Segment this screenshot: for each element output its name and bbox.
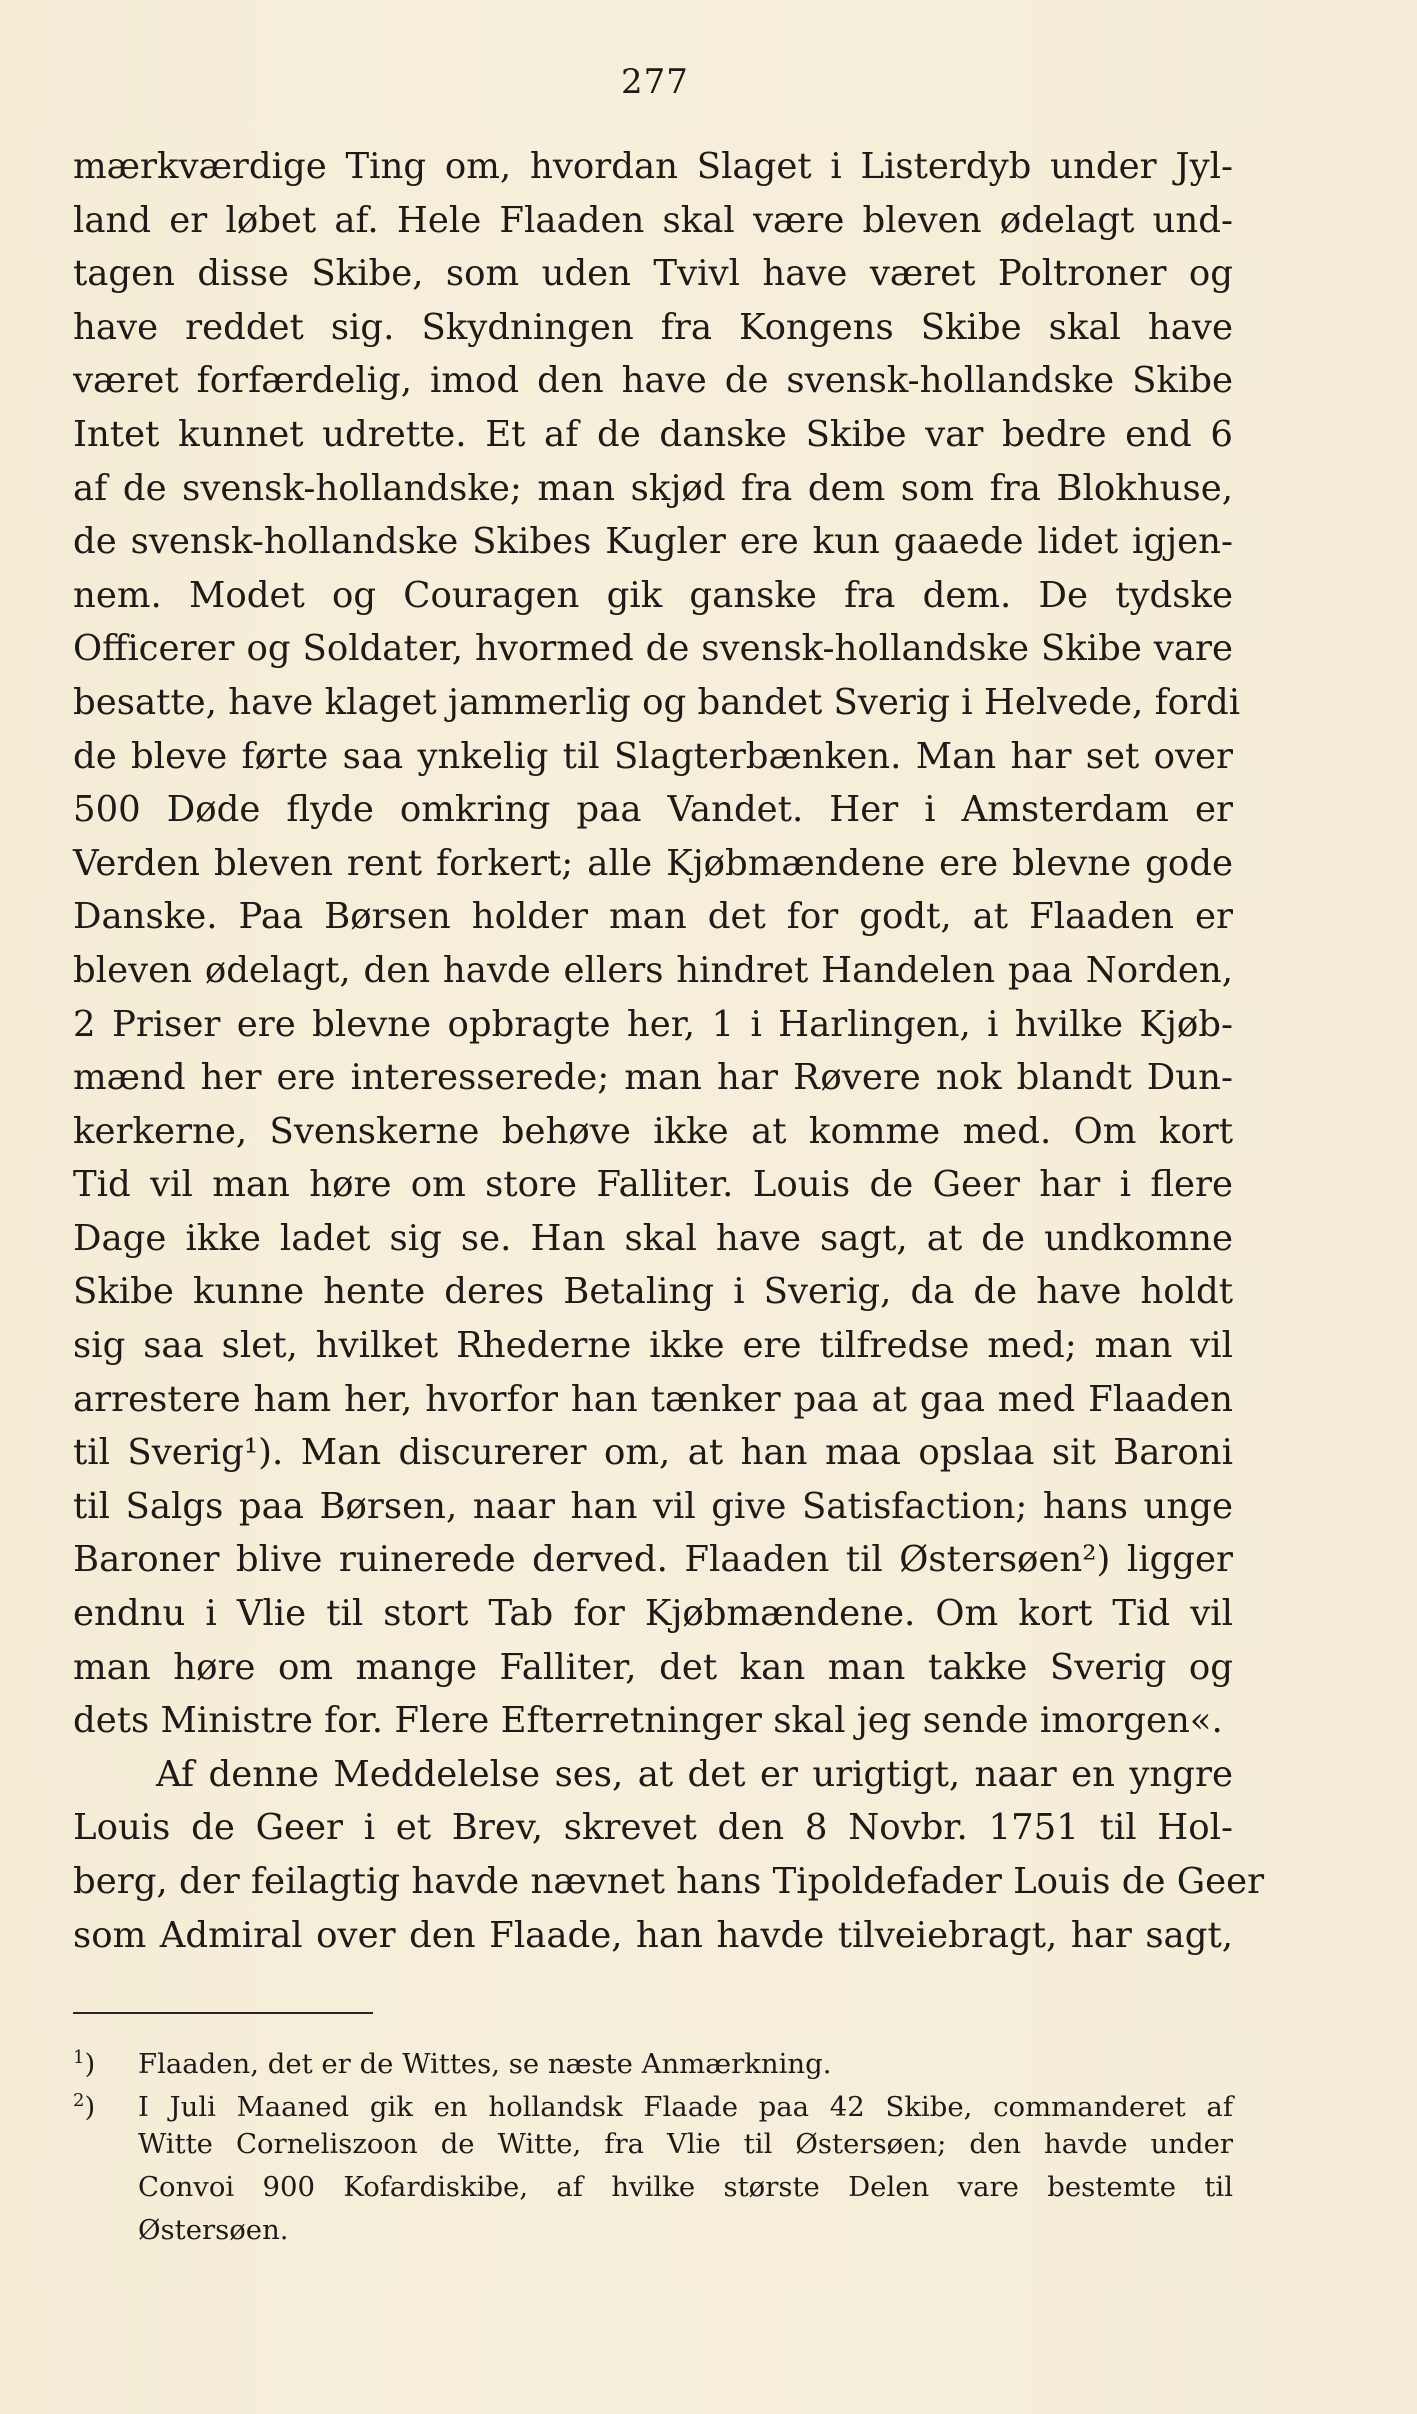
footnote-text: Witte Corneliszoon de Witte, fra Vlie til Østersøen; den havde under xyxy=(138,2127,1233,2160)
footnote-marker: $^2$) xyxy=(73,2090,96,2124)
footnote-line xyxy=(73,2036,1233,2079)
text-line: sig saa slet, hvilket Rhederne ikke ere tilfredse med; man vil xyxy=(73,1325,1233,1367)
text-line: arrestere ham her, hvorfor han tænker paa at gaa med Flaaden xyxy=(73,1378,1233,1420)
text-line: land er løbet af. Hele Flaaden skal være bleven ødelagt und- xyxy=(73,199,1233,241)
text-line: 500 Døde flyde omkring paa Vandet. Her i Amsterdam er xyxy=(73,789,1233,831)
text-line: Officerer og Soldater, hvormed de svensk-hollandske Skibe vare xyxy=(73,628,1233,670)
text-line: til Salgs paa Børsen, naar han vil give Satisfaction; hans unge xyxy=(73,1485,1233,1527)
footnote-line xyxy=(73,2209,1233,2252)
text-line: Louis de Geer i et Brev, skrevet den 8 Novbr. 1751 til Hol- xyxy=(73,1807,1233,1849)
footnote-text: Convoi 900 Kofardiskibe, af hvilke største Delen vare bestemte til xyxy=(138,2170,1233,2203)
text-line: 2 Priser ere blevne opbragte her, 1 i Harlingen, i hvilke Kjøb- xyxy=(73,1003,1233,1045)
text-line: besatte, have klaget jammerlig og bandet Sverig i Helvede, fordi xyxy=(73,681,1241,723)
text-line: de bleve førte saa ynkelig til Slagterbænken. Man har set over xyxy=(73,735,1233,777)
text-line: Danske. Paa Børsen holder man det for godt, at Flaaden er xyxy=(73,896,1233,938)
footnotes xyxy=(73,2036,1233,2252)
text-line: Af denne Meddelelse ses, at det er urigtigt, naar en yngre xyxy=(156,1753,1233,1795)
footnote-text: I Juli Maaned gik en hollandsk Flaade paa 42 Skibe, commanderet af xyxy=(138,2091,1233,2124)
text-line: af de svensk-hollandske; man skjød fra dem som fra Blokhuse, xyxy=(73,467,1233,509)
text-line: man høre om mange Falliter, det kan man takke Sverig og xyxy=(73,1646,1233,1688)
text-line: mænd her ere interesserede; man har Røvere nok blandt Dun- xyxy=(73,1057,1233,1099)
page-number: 277 xyxy=(621,62,689,102)
text-line: været forfærdelig, imod den have de svensk-hollandske Skibe xyxy=(73,360,1233,402)
text-line: Verden bleven rent forkert; alle Kjøbmændene ere blevne gode xyxy=(73,842,1233,884)
text-line: have reddet sig. Skydningen fra Kongens Skibe skal have xyxy=(73,306,1233,348)
text-line: tagen disse Skibe, som uden Tvivl have været Poltroner og xyxy=(73,253,1233,295)
footnote-line xyxy=(73,2079,1233,2122)
text-line: som Admiral over den Flaade, han havde tilveiebragt, har sagt, xyxy=(73,1914,1233,1956)
text-line: bleven ødelagt, den havde ellers hindret Handelen paa Norden, xyxy=(73,949,1233,991)
text-line: Tid vil man høre om store Falliter. Louis de Geer har i flere xyxy=(73,1164,1233,1206)
text-line: dets Ministre for. Flere Efterretninger skal jeg sende imorgen«. xyxy=(73,1700,1223,1742)
text-line: nem. Modet og Couragen gik ganske fra dem. De tydske xyxy=(73,574,1233,616)
footnote-line xyxy=(73,2123,1233,2166)
body-text xyxy=(73,140,1265,1962)
footnote-text: Østersøen. xyxy=(138,2214,289,2247)
text-line: Dage ikke ladet sig se. Han skal have sagt, at de undkomne xyxy=(73,1217,1233,1259)
text-line: kerkerne, Svenskerne behøve ikke at komme med. Om kort xyxy=(73,1110,1233,1152)
footnote-marker: $^1$) xyxy=(73,2047,96,2081)
text-line: til Sverig¹). Man discurerer om, at han maa opslaa sit Baroni xyxy=(73,1432,1233,1474)
footnote-line xyxy=(73,2166,1233,2209)
text-line: Intet kunnet udrette. Et af de danske Skibe var bedre end 6 xyxy=(73,413,1233,455)
text-line: berg, der feilagtig havde nævnet hans Tipoldefader Louis de Geer xyxy=(73,1861,1265,1902)
text-line: Baroner blive ruinerede derved. Flaaden til Østersøen²) ligger xyxy=(73,1539,1233,1581)
text-line: mærkværdige Ting om, hvordan Slaget i Listerdyb under Jyl- xyxy=(73,146,1233,187)
text-line: de svensk-hollandske Skibes Kugler ere kun gaaede lidet igjen- xyxy=(73,521,1233,563)
footnote-rule xyxy=(73,2012,373,2014)
text-line: Skibe kunne hente deres Betaling i Sverig, da de have holdt xyxy=(73,1271,1233,1313)
footnote-text: Flaaden, det er de Wittes, se næste Anmærkning. xyxy=(138,2048,832,2081)
text-line: endnu i Vlie til stort Tab for Kjøbmændene. Om kort Tid vil xyxy=(73,1593,1233,1635)
